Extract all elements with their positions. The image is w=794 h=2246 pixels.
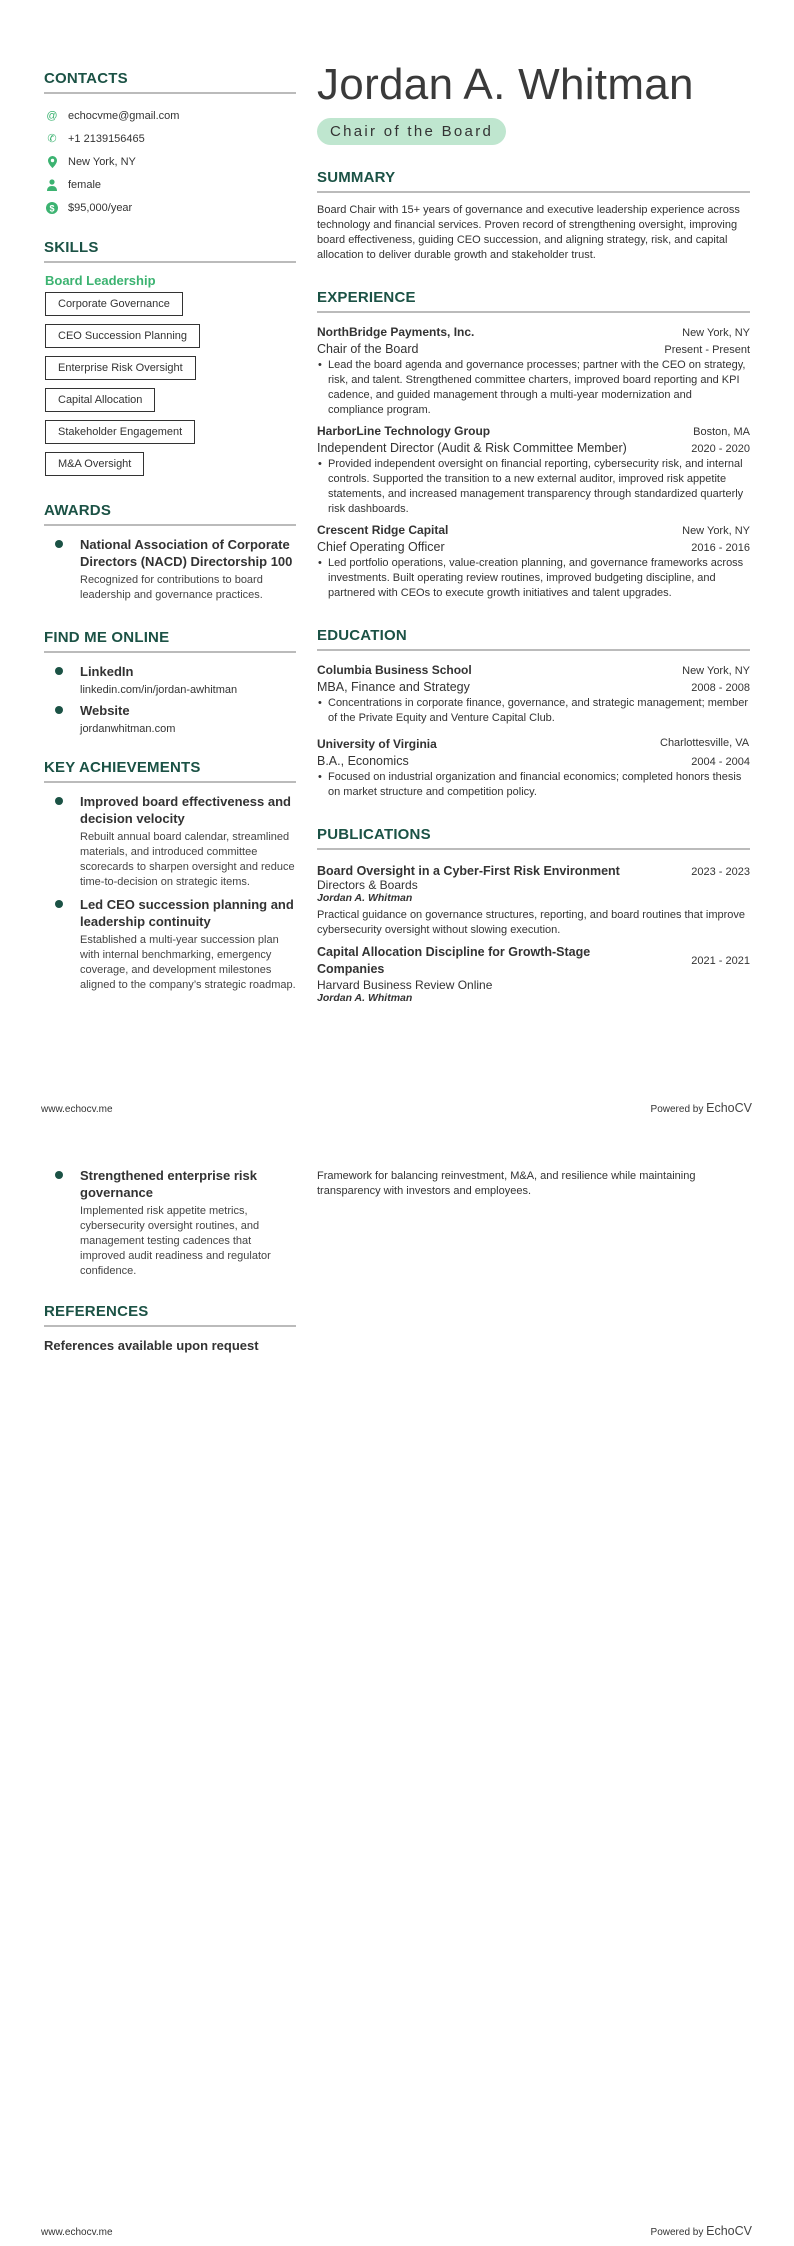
dollar-icon — [46, 202, 58, 214]
skill-chip: Corporate Governance — [45, 292, 183, 316]
resume-page-2 — [0, 1123, 794, 2246]
achievement-item: Improved board effectiveness and decision velocity Rebuilt annual board calendar, streamlined materials, and introduced committee scorecards to sharpen oversight and reduce time-to-decision on strategic items. — [44, 793, 296, 890]
skill-list — [44, 292, 296, 484]
contact-phone: ✆ +1 2139156465 — [47, 132, 145, 145]
skills-heading: SKILLS — [44, 239, 296, 263]
echocv-logo: EchoCV — [706, 2224, 752, 2238]
left-column — [44, 70, 296, 999]
education-item: Columbia Business School New York, NY MBA, Finance and Strategy 2008 - 2008 • Concentrations in corporate finance, governance, and strategic management; member of the Private Equity and Venture Capital Club. — [317, 663, 750, 726]
contact-location: New York, NY — [44, 150, 296, 173]
achievement-item: Strengthened enterprise risk governance Implemented risk appetite metrics, cybersecurity oversight routines, and management testing cadences that improved audit readiness and regulator confidence. — [44, 1167, 296, 1279]
education-heading: EDUCATION — [317, 627, 750, 651]
online-item-website: Website jordanwhitman.com — [44, 702, 296, 735]
candidate-name: Jordan A. Whitman — [317, 60, 694, 109]
footer-powered: Powered by EchoCV — [650, 2224, 752, 2238]
publication-item: Board Oversight in a Cyber-First Risk Environment 2023 - 2023 Directors & Boards Jordan A. Whitman Practical guidance on governance structures, reporting, and board routines that improve cybersecurity oversight without slowing execution. — [317, 864, 750, 936]
echocv-logo: EchoCV — [706, 1101, 752, 1115]
experience-item: Crescent Ridge Capital New York, NY Chief Operating Officer 2016 - 2016 • Led portfolio operations, value-creation planning, and governance frameworks across investments. Built operating review routines, improved budgeting discipline, and partnered with CEOs to execute growth initiatives and talent upgrades. — [317, 523, 750, 601]
footer-site: www.echocv.me — [41, 1104, 113, 1115]
achievement-item: Led CEO succession planning and leadership continuity Established a multi-year succession plan with internal benchmarking, emergency coverage, and development milestones aligned to the company’s strategic roadmap. — [44, 896, 296, 993]
skill-chip: Enterprise Risk Oversight — [45, 356, 196, 380]
skill-group-title: Board Leadership — [45, 273, 156, 288]
publication-item: Capital Allocation Discipline for Growth-Stage Companies 2021 - 2021 Harvard Business Review Online Jordan A. Whitman — [317, 945, 750, 1004]
achievements-heading: KEY ACHIEVEMENTS — [44, 759, 296, 783]
references-heading: REFERENCES — [44, 1303, 296, 1327]
experience-heading: EXPERIENCE — [317, 289, 750, 313]
awards-heading: AWARDS — [44, 502, 296, 526]
references-text: References available upon request — [44, 1338, 259, 1353]
right-column — [317, 60, 750, 1004]
svg-text:$: $ — [49, 202, 55, 213]
publication-description: Framework for balancing reinvestment, M&A, and resilience while maintaining transparency with investors and employees. — [317, 1170, 696, 1197]
contact-gender: female — [44, 173, 296, 196]
award-item: National Association of Corporate Directors (NACD) Directorship 100 Recognized for contributions to board leadership and governance practices. — [44, 536, 296, 603]
online-heading: FIND ME ONLINE — [44, 629, 296, 653]
role-badge: Chair of the Board — [317, 118, 506, 145]
left-column-continued — [44, 1167, 296, 1354]
footer-site: www.echocv.me — [41, 2227, 113, 2238]
linkedin-link[interactable]: linkedin.com/in/jordan-awhitman — [80, 684, 238, 696]
footer-powered: Powered by EchoCV — [650, 1101, 752, 1115]
publications-heading: PUBLICATIONS — [317, 826, 750, 850]
location-icon — [46, 156, 58, 168]
website-link[interactable]: jordanwhitman.com — [80, 723, 176, 735]
skill-chip: Stakeholder Engagement — [45, 420, 195, 444]
experience-item: NorthBridge Payments, Inc. New York, NY Chair of the Board Present - Present • Lead the board agenda and governance processes; partner with the CEO on strategy, risk, and talent. Strengthened committee charters, improved board reporting and KPI cadence, and guided management through a multi-year modernization and compliance program. — [317, 325, 750, 418]
at-icon: @ — [46, 109, 58, 122]
right-column-continued — [317, 1169, 750, 1199]
education-item: University of Virginia Charlottesville, VA B.A., Economics 2004 - 2004 • Focused on industrial organization and financial economics; completed honors thesis on market structure and competition policy. — [317, 736, 750, 800]
summary-text: Board Chair with 15+ years of governance and executive leadership experience across technology and financial services. Proven record of strengthening oversight, improving board effectiveness, guiding CEO succession, and aligning strategy, risk, and capital allocation to deliver durable growth and stakeholder trust. — [317, 204, 740, 261]
skill-chip: M&A Oversight — [45, 452, 144, 476]
contacts-heading: CONTACTS — [44, 70, 296, 94]
online-item-linkedin: LinkedIn linkedin.com/in/jordan-awhitman — [44, 663, 296, 696]
skill-chip: Capital Allocation — [45, 388, 155, 412]
phone-icon: ✆ — [47, 133, 57, 145]
contact-salary: $ $95,000/year — [44, 196, 296, 219]
summary-heading: SUMMARY — [317, 169, 750, 193]
experience-item: HarborLine Technology Group Boston, MA Independent Director (Audit & Risk Committee Member) 2020 - 2020 • Provided independent oversight on financial reporting, cybersecurity risk, and internal controls. Supported the transition to a new external auditor, improved risk appetite statements, and increased management transparency through standardized quarterly risk dashboards. — [317, 424, 750, 517]
contact-email: @ echocvme@gmail.com — [46, 109, 180, 122]
person-icon — [46, 179, 58, 191]
skill-chip: CEO Succession Planning — [45, 324, 200, 348]
